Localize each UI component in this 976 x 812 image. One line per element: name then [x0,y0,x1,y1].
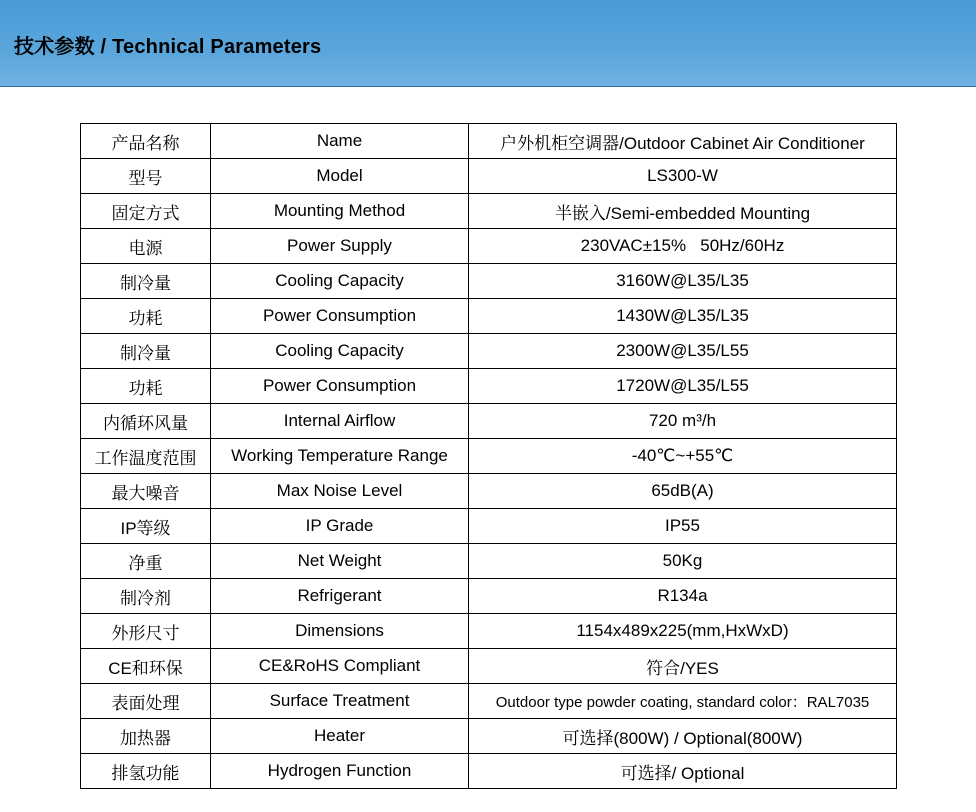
param-name-cn: 制冷量 [81,334,211,369]
param-name-en: Mounting Method [211,194,469,229]
param-name-en: Net Weight [211,544,469,579]
param-name-cn: 功耗 [81,299,211,334]
param-value: 半嵌入/Semi-embedded Mounting [469,194,897,229]
table-row [81,299,897,334]
param-value: 720 m³/h [469,404,897,439]
table-row [81,159,897,194]
param-name-cn: 固定方式 [81,194,211,229]
param-name-en: Working Temperature Range [211,439,469,474]
param-name-en: Name [211,124,469,159]
table-row [81,614,897,649]
param-value: IP55 [469,509,897,544]
param-name-en: Max Noise Level [211,474,469,509]
param-value: 3160W@L35/L35 [469,264,897,299]
table-row [81,404,897,439]
page-title: 技术参数 / Technical Parameters [14,36,322,58]
table-row [81,719,897,754]
param-name-en: Internal Airflow [211,404,469,439]
param-name-en: Power Consumption [211,299,469,334]
table-row [81,754,897,789]
table-row [81,474,897,509]
param-name-cn: 表面处理 [81,684,211,719]
param-name-cn: 电源 [81,229,211,264]
param-name-cn: IP等级 [81,509,211,544]
param-name-cn: CE和环保 [81,649,211,684]
param-name-en: IP Grade [211,509,469,544]
param-value: 230VAC±15% 50Hz/60Hz [469,229,897,264]
param-value: LS300-W [469,159,897,194]
table-row [81,229,897,264]
table-row [81,334,897,369]
param-value: 1720W@L35/L55 [469,369,897,404]
param-value: 2300W@L35/L55 [469,334,897,369]
table-row [81,439,897,474]
param-name-en: Power Supply [211,229,469,264]
param-value: 1430W@L35/L35 [469,299,897,334]
header-band [0,0,976,87]
param-name-cn: 制冷剂 [81,579,211,614]
table-row [81,684,897,719]
param-value: 户外机柜空调器/Outdoor Cabinet Air Conditioner [469,124,897,159]
table-row [81,509,897,544]
param-value: 50Kg [469,544,897,579]
table-row [81,264,897,299]
param-name-en: Model [211,159,469,194]
param-name-en: Power Consumption [211,369,469,404]
table-row [81,124,897,159]
param-name-cn: 工作温度范围 [81,439,211,474]
param-name-cn: 制冷量 [81,264,211,299]
table-row [81,649,897,684]
param-name-cn: 加热器 [81,719,211,754]
param-value: Outdoor type powder coating, standard color：RAL7035 [469,684,897,719]
table-row [81,579,897,614]
param-name-cn: 外形尺寸 [81,614,211,649]
param-name-cn: 功耗 [81,369,211,404]
param-name-cn: 内循环风量 [81,404,211,439]
param-value: -40℃~+55℃ [469,439,897,474]
technical-parameters-table [80,123,897,789]
param-name-cn: 最大噪音 [81,474,211,509]
param-name-cn: 排氢功能 [81,754,211,789]
param-value: 可选择/ Optional [469,754,897,789]
param-value: 符合/YES [469,649,897,684]
param-name-cn: 产品名称 [81,124,211,159]
param-name-cn: 净重 [81,544,211,579]
table-row [81,369,897,404]
param-name-en: Heater [211,719,469,754]
table-row [81,544,897,579]
param-value: 1154x489x225(mm,HxWxD) [469,614,897,649]
param-name-en: Cooling Capacity [211,264,469,299]
table-row [81,194,897,229]
param-name-en: Hydrogen Function [211,754,469,789]
param-value: 65dB(A) [469,474,897,509]
param-name-cn: 型号 [81,159,211,194]
param-value: 可选择(800W) / Optional(800W) [469,719,897,754]
param-name-en: Dimensions [211,614,469,649]
param-name-en: Refrigerant [211,579,469,614]
param-name-en: CE&RoHS Compliant [211,649,469,684]
param-name-en: Cooling Capacity [211,334,469,369]
param-value: R134a [469,579,897,614]
param-name-en: Surface Treatment [211,684,469,719]
